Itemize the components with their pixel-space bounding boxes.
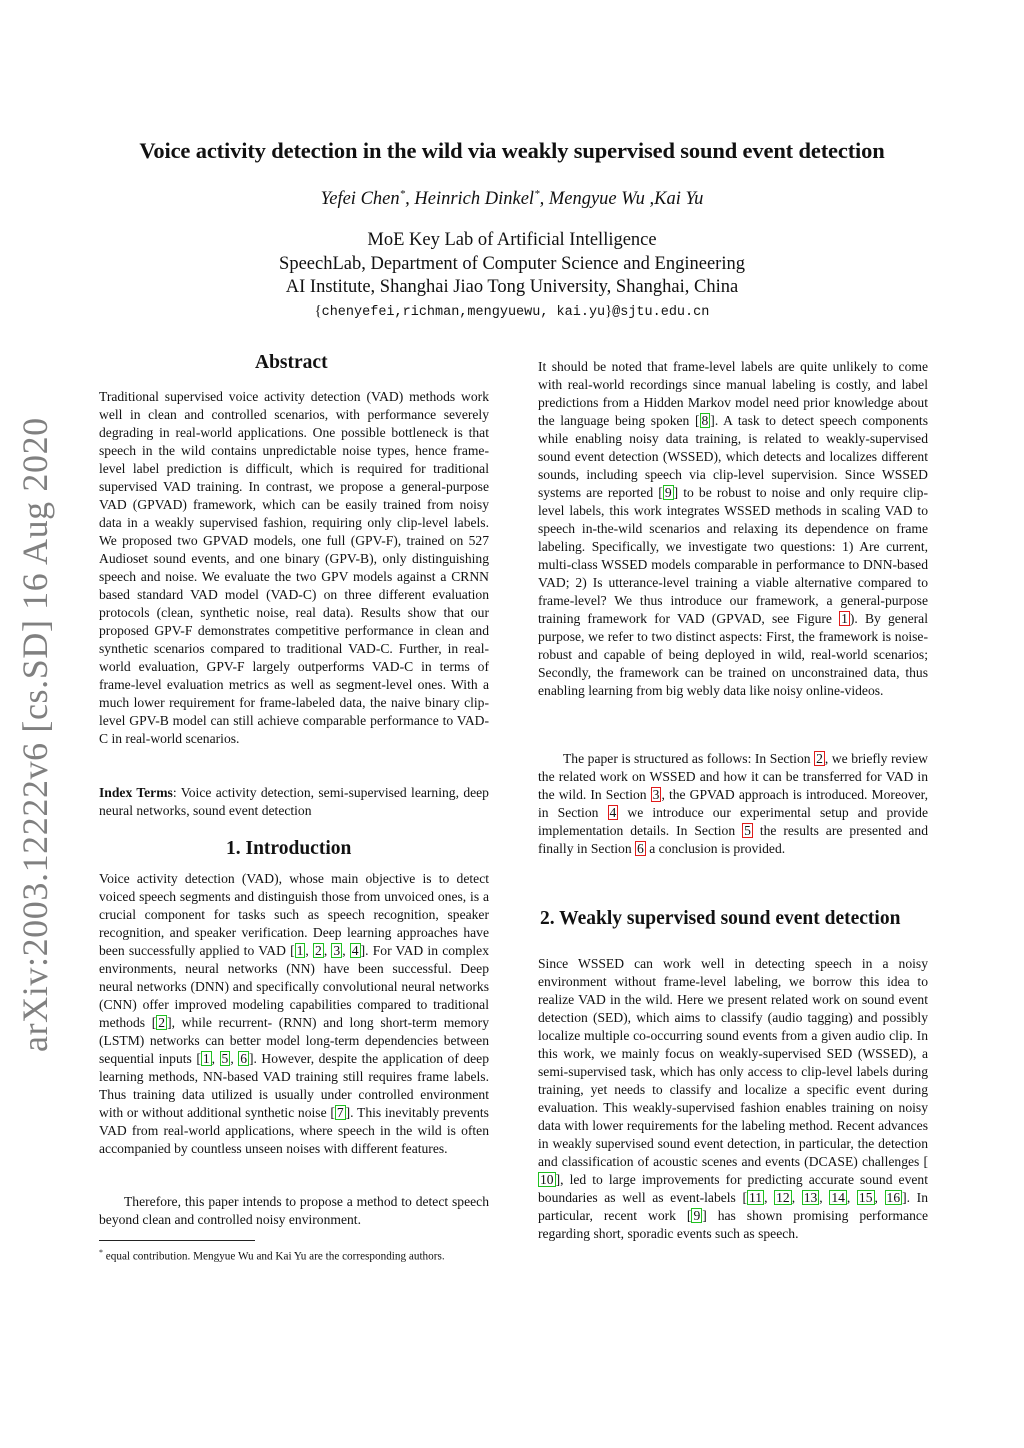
citation-link[interactable]: 6 [240, 1051, 248, 1066]
abstract-heading: Abstract [255, 352, 328, 373]
section-reference-link[interactable]: 2 [816, 751, 823, 766]
citation-link[interactable]: 11 [748, 1190, 763, 1205]
footnote-rule [99, 1240, 255, 1241]
citation-link[interactable]: 4 [351, 943, 359, 958]
intro-paragraph: Voice activity detection (VAD), whose main objective is to detect voiced speech segments and distinguish those from unvoiced ones, is a crucial component for tasks such as speech recognition, speaker recognition, and speaker verification. Deep learning approaches have been successfully applied to VAD [ 1 , 2 , 3 , 4 ]. For VAD in complex environments, neural networks (NN) have been successful. Deep neural networks (DNN) and specifically convolutional neural networks (CNN) offer improved modeling capabilities compared to traditional methods [ 2 ], while recurrent- (RNN) and long short-term memory (LSTM) networks can better model long-term dependencies between sequential inputs [ 1 , 5 , 6 ]. However, despite the application of deep learning methods, NN-based VAD training still requires frame labels. Thus training data utilized is usually under controlled environment with or without additional synthetic noise [ 7 ]. This inevitably prevents VAD from real-world applications, where speech in the wild is often accompanied by countless unseen noises with different features. [99, 871, 490, 1156]
affiliation-line: SpeechLab, Department of Computer Science and Engineering [279, 254, 745, 274]
section-reference-link[interactable]: 4 [609, 805, 617, 820]
citation-link[interactable]: 12 [776, 1190, 790, 1205]
citation-link[interactable]: 7 [336, 1105, 344, 1120]
citation-link[interactable]: 13 [803, 1190, 818, 1205]
citation-link[interactable]: 8 [701, 413, 709, 428]
citation-link[interactable]: 2 [158, 1015, 166, 1030]
equal-contribution-mark: * [399, 188, 406, 200]
wssed-paragraph: Since WSSED can work well in detecting speech in a noisy environment without frame-level labeling, we borrow this idea to realize VAD in the wild. Here we present related work on sound event detection (SED), which aims to classify (audio tagging) and possibly localize multiple co-occurring sound events from a given audio clip. In this work, we mainly focus on weakly-supervised SED (WSSED), a semi-supervised task, which has only access to clip-level labels during training, yet needs to classify and localize a specific event during evaluation. This weakly-supervised fashion enables training on noisy data with lower requirements for the labeling method. Recent advances in weakly supervised sound event detection, in particular, the detection and classification of acoustic scenes and events (DCASE) challenges [10 ], led to large improvements for predicting accurate sound event boundaries as well as event-labels [ 11 , 12 , 13 , 14 , 15 , 16 ]. In particular, recent work [ 9 ] has shown promising performance regarding short, sporadic events such as speech. [538, 956, 928, 1241]
author-name: Yefei Chen [320, 189, 400, 210]
paper-title: Voice activity detection in the wild via weakly supervised sound event detection [139, 138, 885, 163]
citation-link[interactable]: 1 [202, 1051, 210, 1066]
index-terms: Index Terms: Voice activity detection, semi-supervised learning, deep neural networks, sound event detection [99, 785, 489, 818]
citation-link[interactable]: 2 [315, 943, 322, 958]
intro-paragraph: The paper is structured as follows: In Section 2 , we briefly review the related work on WSSED and how it can be transferred for VAD in the wild. In Section 3 , the GPVAD approach is introduced. Moreover, in Section 4 we introduce our experimental setup and provide implementation details. In Section 5 the results are presented and finally in Section 6 a conclusion is provided. [538, 751, 928, 856]
author-name: Heinrich Dinkel [414, 189, 535, 210]
citation-link[interactable]: 3 [333, 943, 341, 958]
citation-link[interactable]: 15 [858, 1190, 873, 1205]
section-reference-link[interactable]: 5 [744, 823, 751, 838]
email-domain: @sjtu.edu.cn [612, 305, 710, 320]
section-reference-link[interactable]: 3 [652, 787, 660, 802]
citation-link[interactable]: 9 [664, 485, 672, 500]
footnote: * equal contribution. Mengyue Wu and Kai Yu are the corresponding authors. [99, 1248, 445, 1263]
citation-link[interactable]: 10 [540, 1172, 554, 1187]
equal-contribution-mark: * [534, 188, 540, 200]
author-emails: {chenyefei,richman,mengyuewu, kai.yu}@sjtu.edu.cn [314, 303, 710, 320]
intro-heading: 1. Introduction [226, 838, 352, 859]
author-name: Mengyue Wu ,Kai Yu [548, 189, 704, 210]
intro-paragraph: Therefore, this paper intends to propose a method to detect speech beyond clean and controlled noisy environment. [99, 1194, 489, 1227]
citation-link[interactable]: 16 [886, 1190, 901, 1205]
citation-link[interactable]: 1 [296, 943, 304, 958]
section-reference-link[interactable]: 6 [637, 841, 644, 856]
citation-link[interactable]: 9 [693, 1208, 701, 1223]
citation-link[interactable]: 14 [831, 1190, 845, 1205]
figure-reference-link[interactable]: 1 [841, 611, 848, 626]
email-users: chenyefei,richman,mengyuewu, kai.yu [321, 305, 606, 320]
affiliation-line: MoE Key Lab of Artificial Intelligence [367, 230, 657, 250]
intro-paragraph: It should be noted that frame-level labels are quite unlikely to come with real-world recordings since manual labeling is costly, and label predictions from a Hidden Markov model need prior knowledge about the language being spoken [ 8 ]. A task to detect speech components while enabling noisy data training, is related to weakly-supervised sound event detection (WSSED), which detects and localizes different sounds, including speech via clip-level supervision. Since WSSED systems are reported [ 9 ] to be robust to noise and only require clip-level labels, this work integrates WSSED methods in scaling VAD to speech in-the-wild scenarios and relaxing its dependence on frame labeling. Specifically, we investigate two questions: 1) Are current, multi-class WSSED models comparable in performance to DNN-based VAD; 2) Is utterance-level training a viable alternative compared to frame-level? We thus introduce our framework, a general-purpose training framework for VAD (GPVAD, see Figure 1 ). By general purpose, we refer to two distinct aspects: First, the framework is noise-robust and capable of being deployed in wild, real-world scenarios; Secondly, the framework can be trained on unconstrained data, thus enabling learning from big webly data like noisy online-videos. [538, 359, 929, 698]
abstract-text: Traditional supervised voice activity detection (VAD) methods work well in clean and controlled scenarios, with performance severely degrading in real-world applications. One possible bottleneck is that speech in the wild contains unpredictable noise types, hence frame-level label prediction is difficult, which is required for traditional supervised VAD training. In contrast, we propose a general-purpose VAD (GPVAD) framework, which can be easily trained from noisy data in a weakly supervised fashion, requiring only clip-level labels. We proposed two GPVAD models, one full (GPV-F), trained on 527 Audioset sound events, and one binary (GPV-B), only distinguishing speech and noise. We evaluate the two GPV models against a CRNN based standard VAD model (VAD-C) on three different evaluation protocols (clean, synthetic noise, real data). Results show that our proposed GPV-F demonstrates competitive performance in clean and synthetic scenarios compared to traditional VAD-C. Further, in real-world evaluation, GPV-F largely outperforms VAD-C in terms of frame-level evaluation metrics as well as segment-level ones. With a much lower requirement for frame-labeled data, the naive binary clip-level GPV-B model can still achieve comparable performance to VAD-C in real-world scenarios. [99, 389, 489, 746]
arxiv-identifier[interactable]: arXiv:2003.12222v6 [cs.SD] 16 Aug 2020 [15, 417, 55, 1052]
index-terms-label: Index Terms [99, 785, 173, 800]
affiliation-line: AI Institute, Shanghai Jiao Tong University, Shanghai, China [285, 277, 739, 297]
wssed-heading: 2. Weakly supervised sound event detection [540, 908, 901, 929]
citation-link[interactable]: 5 [221, 1051, 229, 1066]
author-list: Yefei Chen*, Heinrich Dinkel*, Mengyue Wu ,Kai Yu [320, 188, 704, 210]
